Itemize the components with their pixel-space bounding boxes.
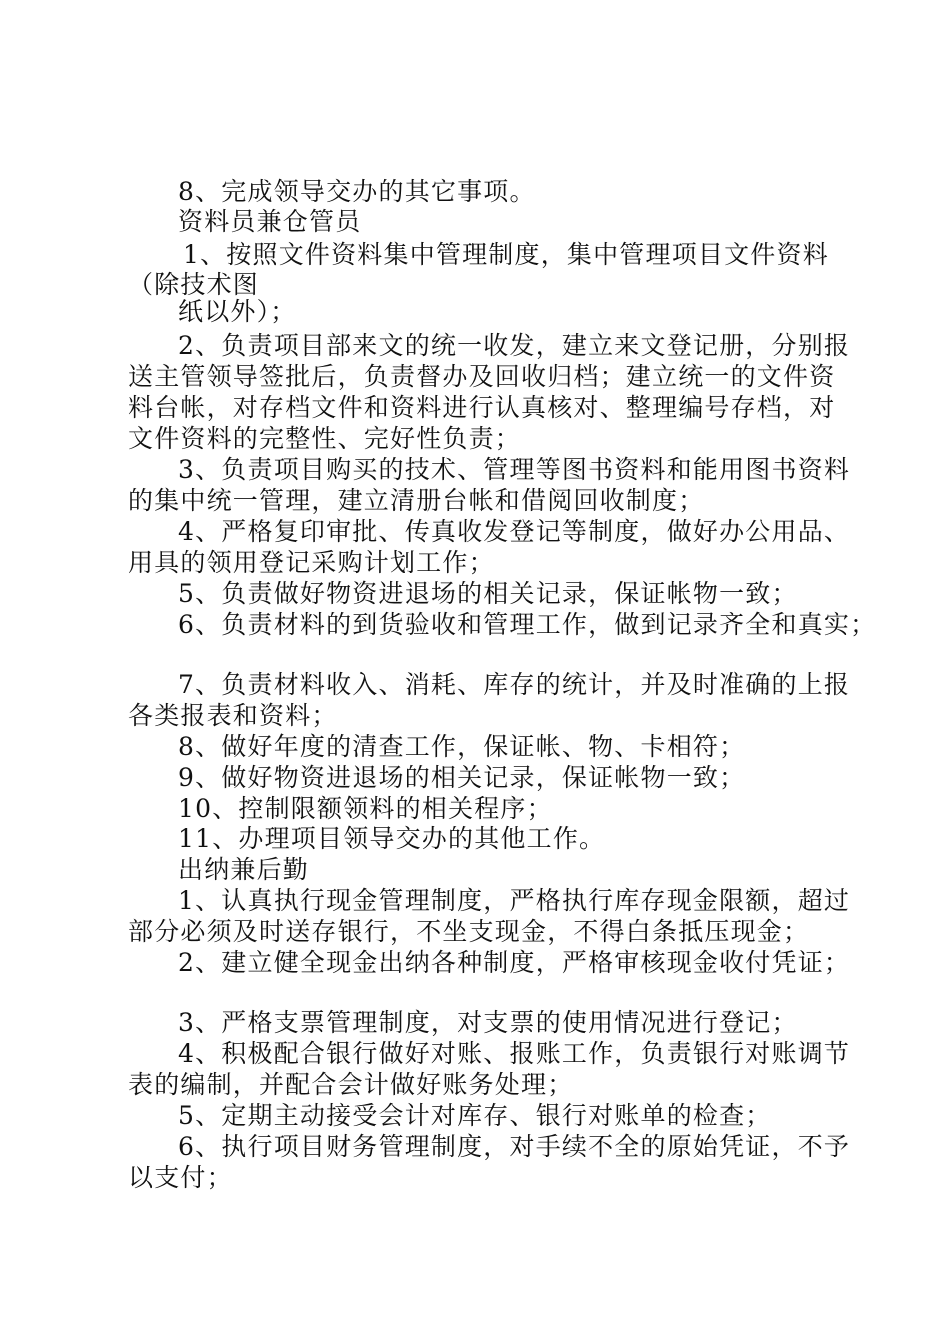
paragraph-line: 10、控制限额领料的相关程序；: [178, 794, 553, 823]
paragraph-line: 料台帐，对存档文件和资料进行认真核对、整理编号存档，对: [128, 393, 836, 422]
paragraph-line: 7、负责材料收入、消耗、库存的统计，并及时准确的上报: [178, 670, 851, 699]
paragraph-line: 9、做好物资进退场的相关记录，保证帐物一致；: [178, 763, 746, 792]
paragraph-line: 以支付；: [128, 1163, 233, 1192]
paragraph-line: 文件资料的完整性、完好性负责；: [128, 424, 522, 453]
paragraph-line: 4、积极配合银行做好对账、报账工作，负责银行对账调节: [178, 1039, 851, 1068]
paragraph-line: 1、认真执行现金管理制度，严格执行库存现金限额，超过: [178, 886, 851, 915]
paragraph-line: 3、负责项目购买的技术、管理等图书资料和能用图书资料: [178, 455, 851, 484]
paragraph-line: 2、建立健全现金出纳各种制度，严格审核现金收付凭证；: [178, 948, 851, 977]
paragraph-line: （除技术图: [128, 270, 260, 299]
paragraph-line: 各类报表和资料；: [128, 701, 338, 730]
paragraph-line: 2、负责项目部来文的统一收发，建立来文登记册，分别报: [178, 331, 851, 360]
paragraph-line: 部分必须及时送存银行，不坐支现金，不得白条抵压现金；: [128, 917, 810, 946]
paragraph-line: 5、负责做好物资进退场的相关记录，保证帐物一致；: [178, 579, 798, 608]
paragraph-line: 用具的领用登记采购计划工作；: [128, 548, 495, 577]
section-heading: 资料员兼仓管员: [178, 207, 362, 236]
paragraph-line: 1、按照文件资料集中管理制度，集中管理项目文件资料: [183, 240, 829, 269]
paragraph-line: 8、完成领导交办的其它事项。: [178, 177, 536, 206]
paragraph-line: 4、严格复印审批、传真收发登记等制度，做好办公用品、: [178, 517, 851, 546]
paragraph-line: 8、做好年度的清查工作，保证帐、物、卡相符；: [178, 732, 746, 761]
paragraph-line: 6、执行项目财务管理制度，对手续不全的原始凭证，不予: [178, 1132, 851, 1161]
paragraph-line: 表的编制，并配合会计做好账务处理；: [128, 1070, 574, 1099]
paragraph-line: 纸以外）；: [178, 297, 297, 326]
section-heading: 出纳兼后勤: [178, 855, 310, 884]
paragraph-line: 送主管领导签批后，负责督办及回收归档；建立统一的文件资: [128, 362, 836, 391]
paragraph-line: 11、办理项目领导交办的其他工作。: [178, 824, 606, 853]
paragraph-line: 3、严格支票管理制度，对支票的使用情况进行登记；: [178, 1008, 798, 1037]
paragraph-line: 的集中统一管理，建立清册台帐和借阅回收制度；: [128, 486, 705, 515]
paragraph-line: 5、定期主动接受会计对库存、银行对账单的检查；: [178, 1101, 772, 1130]
paragraph-line: 6、负责材料的到货验收和管理工作，做到记录齐全和真实；: [178, 610, 877, 639]
